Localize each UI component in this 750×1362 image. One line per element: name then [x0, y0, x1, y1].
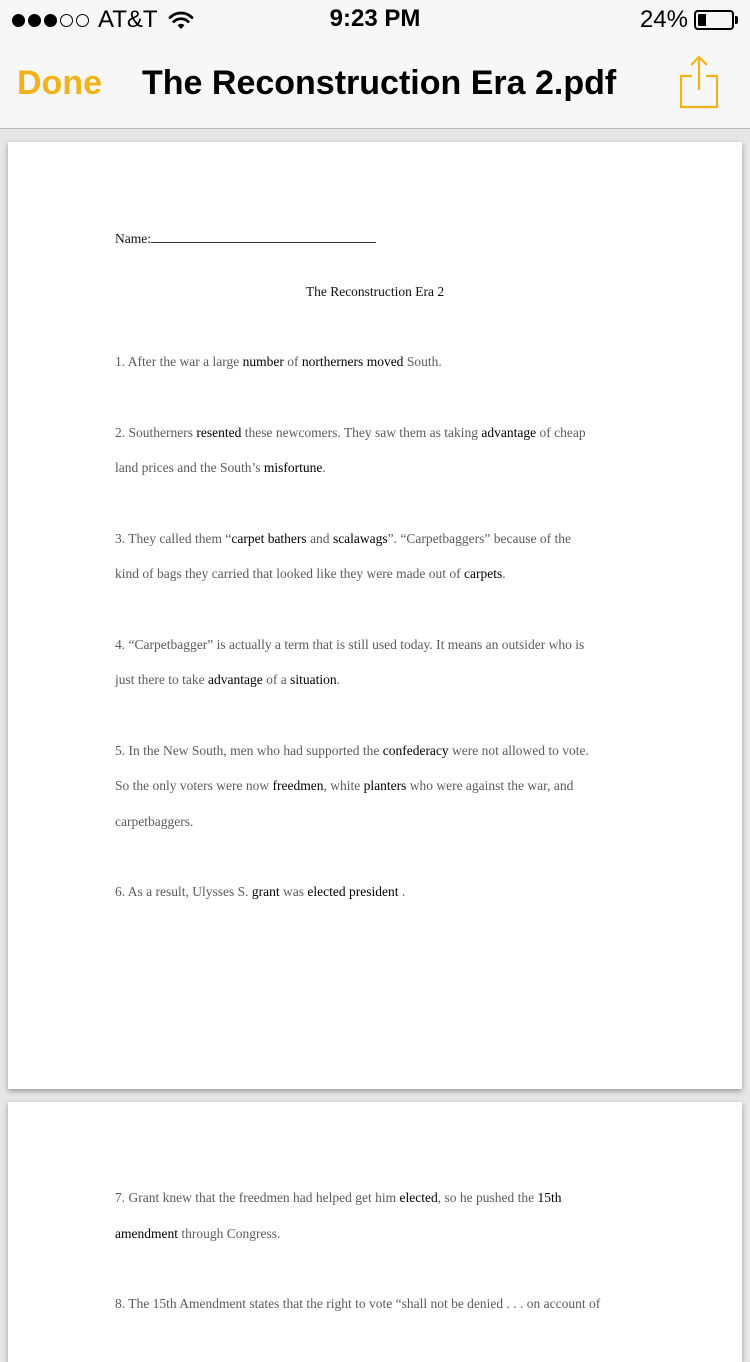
answer-text: carpet bathers	[231, 530, 307, 546]
answer-text: elected president	[307, 884, 399, 899]
name-underline	[151, 230, 376, 243]
status-left	[12, 7, 194, 33]
answer-text: confederacy	[382, 742, 449, 758]
prompt-text: 5. In the New South, men who had supported the	[115, 742, 383, 758]
prompt-text: So the only voters were now	[115, 778, 273, 793]
signal-strength-icon	[12, 14, 92, 27]
name-label: Name:	[115, 231, 151, 246]
prompt-text: was	[279, 884, 308, 899]
prompt-text: .	[322, 460, 326, 475]
status-bar	[0, 0, 750, 40]
worksheet-line	[115, 460, 326, 476]
status-right	[640, 7, 738, 33]
wifi-icon	[168, 10, 194, 30]
answer-text: misfortune	[263, 460, 323, 475]
pdf-page-2[interactable]	[8, 1102, 742, 1362]
share-icon[interactable]	[678, 54, 720, 110]
prompt-text: 6. As a result, Ulysses S.	[115, 884, 252, 899]
worksheet-line	[115, 1190, 562, 1206]
answer-text: moved	[366, 354, 404, 369]
prompt-text: , so he pushed the	[437, 1190, 538, 1205]
answer-text: amendment	[115, 1225, 178, 1241]
prompt-text: of a	[262, 672, 291, 687]
answer-text: grant	[251, 884, 280, 899]
worksheet-line	[115, 814, 193, 830]
answer-text: resented	[196, 424, 242, 440]
status-time: 9:23 PM	[329, 5, 421, 32]
answer-text: situation	[290, 672, 337, 687]
name-field	[115, 230, 376, 247]
signal-dot	[60, 14, 73, 27]
answer-text: freedmen	[272, 778, 324, 793]
pdf-page-1[interactable]	[8, 142, 742, 1089]
prompt-text: South.	[403, 354, 442, 369]
prompt-text: and	[306, 530, 333, 546]
worksheet-line	[115, 531, 571, 547]
worksheet-line	[115, 1226, 280, 1242]
answer-text: carpets	[464, 566, 503, 581]
worksheet-line	[115, 884, 405, 900]
worksheet-title: The Reconstruction Era 2	[305, 284, 445, 299]
prompt-text: 2. Southerners	[115, 424, 197, 440]
worksheet-line	[115, 743, 589, 759]
prompt-text: these newcomers. They saw them as taking	[241, 424, 482, 440]
prompt-text: .	[336, 672, 340, 687]
worksheet-line	[115, 425, 586, 441]
navigation-bar	[0, 40, 750, 129]
prompt-text: who were against the war, and	[406, 778, 574, 793]
answer-text: northerners	[301, 354, 364, 369]
prompt-text: 4. “Carpetbagger” is actually a term that is still used today. It means an outsider who is	[115, 636, 585, 652]
signal-dot	[28, 14, 41, 27]
prompt-text: 7. Grant knew that the freedmen had helped get him	[115, 1190, 400, 1205]
prompt-text: , white	[323, 778, 364, 793]
signal-dot	[76, 14, 89, 27]
answer-text: advantage	[207, 672, 263, 687]
prompt-text: .	[502, 566, 506, 581]
battery-percent: 24%	[639, 6, 688, 33]
answer-text: scalawags	[332, 530, 388, 546]
answer-text: 15th	[537, 1190, 562, 1205]
prompt-text: 3. They called them “	[115, 530, 232, 546]
prompt-text: just there to take	[115, 672, 208, 687]
prompt-text: of cheap	[536, 424, 586, 440]
battery-icon	[694, 10, 734, 30]
answer-text: advantage	[481, 424, 537, 440]
answer-text: number	[242, 354, 284, 369]
prompt-text: kind of bags they carried that looked like they were made out of	[115, 566, 465, 581]
prompt-text: ”. “Carpetbaggers” because of the	[387, 530, 571, 546]
document-title: The Reconstruction Era 2.pdf	[142, 64, 617, 102]
prompt-text: 1. After the war a large	[115, 354, 243, 369]
done-button[interactable]: Done	[17, 64, 102, 102]
answer-text: elected	[399, 1190, 438, 1205]
answer-text: planters	[363, 778, 407, 793]
prompt-text: carpetbaggers.	[115, 813, 194, 829]
battery-tip	[735, 16, 738, 24]
prompt-text: through Congress.	[177, 1225, 281, 1241]
prompt-text: land prices and the South’s	[115, 460, 264, 475]
worksheet-line	[115, 354, 442, 370]
worksheet-line	[115, 637, 584, 653]
worksheet-line	[115, 672, 340, 688]
prompt-text: .	[398, 884, 406, 899]
carrier-name: AT&T	[98, 6, 158, 33]
battery-fill	[698, 14, 706, 26]
signal-dot	[44, 14, 57, 27]
prompt-text: were not allowed to vote.	[448, 742, 589, 758]
prompt-text: of	[283, 354, 302, 369]
worksheet-line	[115, 1296, 600, 1312]
prompt-text: 8. The 15th Amendment states that the right to vote “shall not be denied . . . on account of	[115, 1296, 601, 1311]
worksheet-line	[115, 566, 506, 582]
worksheet-line	[115, 778, 573, 794]
signal-dot	[12, 14, 25, 27]
